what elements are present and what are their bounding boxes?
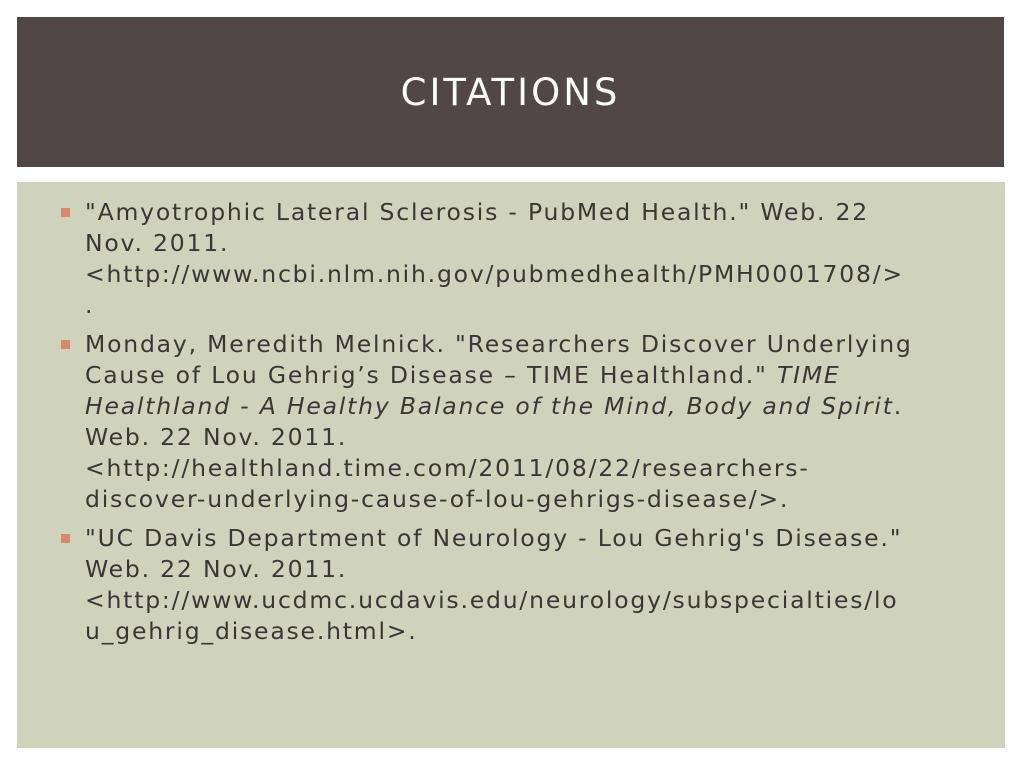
citation-italic-segment: Healthland - A Healthy Balance of the Mind, Body and Spirit	[85, 392, 894, 420]
citation-text-line: "Amyotrophic Lateral Sclerosis - PubMed Health." Web. 22	[85, 198, 870, 226]
citation-text-line: "UC Davis Department of Neurology - Lou Gehrig's Disease."	[85, 524, 903, 552]
citation-url-line: <http://www.ucdmc.ucdavis.edu/neurology/subspecialties/lo	[85, 586, 899, 614]
citation-text-line: Web. 22 Nov. 2011.	[85, 423, 348, 451]
citation-text-line: .	[85, 291, 95, 319]
citation-item-2	[61, 329, 961, 515]
bullet-square-icon	[61, 534, 70, 543]
bullet-square-icon	[61, 208, 70, 217]
citation-url-line: u_gehrig_disease.html>.	[85, 617, 418, 645]
citation-text-line: Web. 22 Nov. 2011.	[85, 555, 348, 583]
title-bar	[17, 17, 1004, 167]
citation-text-line	[85, 391, 961, 422]
citation-text-line: Monday, Meredith Melnick. "Researchers Discover Underlying	[85, 330, 913, 358]
citation-italic-segment: TIME	[776, 361, 841, 389]
citation-url-line: discover-underlying-cause-of-lou-gehrigs-disease/>.	[85, 485, 790, 513]
citation-text-segment: Cause of Lou Gehrig’s Disease – TIME Healthland."	[85, 361, 777, 389]
citation-item-1	[61, 197, 961, 321]
citation-text-line	[85, 360, 961, 391]
citation-list	[61, 197, 961, 655]
citation-text-segment: .	[893, 392, 904, 420]
content-panel	[17, 182, 1005, 748]
citation-text-line: Nov. 2011.	[85, 229, 230, 257]
slide-title: CITATIONS	[400, 70, 621, 114]
citation-item-3	[61, 523, 961, 647]
bullet-square-icon	[61, 340, 70, 349]
citation-url-line: <http://healthland.time.com/2011/08/22/researchers-	[85, 454, 810, 482]
citation-url-line: <http://www.ncbi.nlm.nih.gov/pubmedhealth/PMH0001708/>	[85, 260, 904, 288]
